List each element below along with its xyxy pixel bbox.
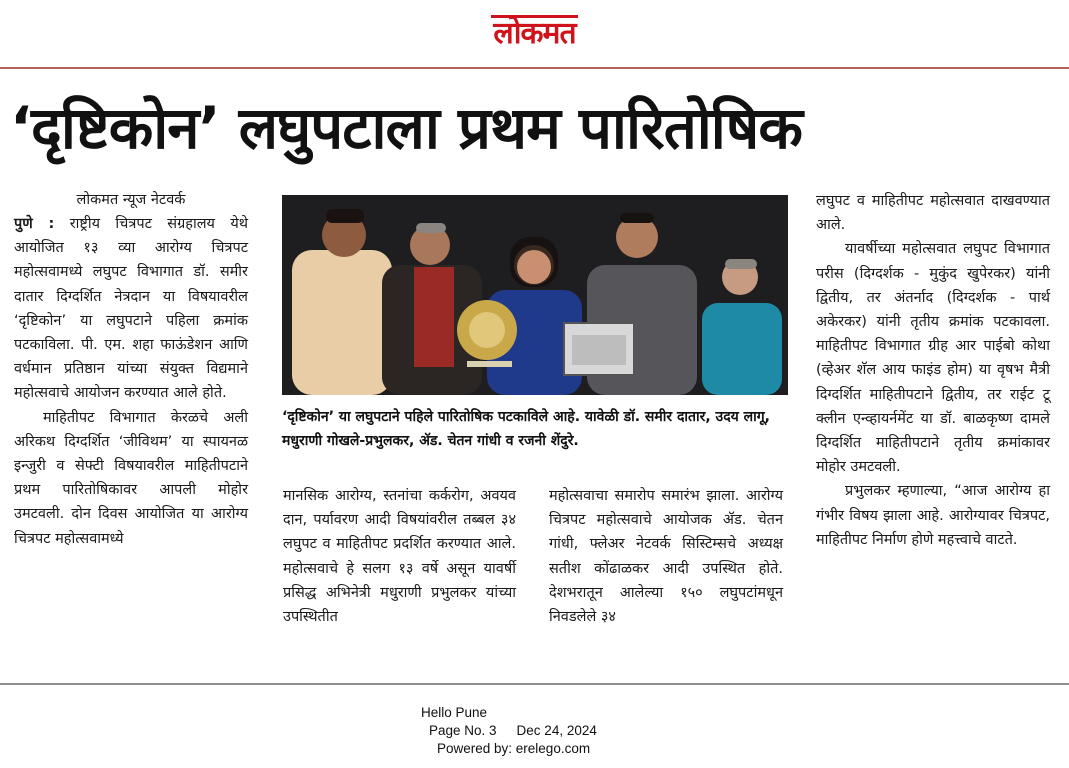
paragraph: यावर्षीच्या महोत्सवात लघुपट विभागात परीस (दिग्दर्शक - मुकुंद खुपेरकर) यांनी द्वितीय, तर अंतर्नाद (दिग्दर्शक - पार्थ अकेरकर) यांनी तृतीय क्रमांक पटकावला. माहितीपट विभागात ग्रीह आर पाईबो कोथा (व्हेअर शॅल आय फाइंड होम) या वृषभ मैत्री दिग्दर्शित माहितीपटाने द्वितीय, तर राईट टू क्लीन एन्व्हायर्नमेंट या डॉ. बाळकृष्ण दामले दिग्दर्शित माहितीपटाने तृतीय क्रमांकावर मोहोर उमटवली. — [816, 241, 1050, 476]
page-number: Page No. 3 — [429, 723, 497, 738]
newspaper-logo — [0, 14, 1069, 54]
award-ceremony-photo — [282, 195, 788, 395]
article-column-3 — [549, 484, 783, 629]
paragraph: महोत्सवाचा समारोप समारंभ झाला. आरोग्य चित्रपट महोत्सवाचे आयोजक ॲड. चेतन गांधी, फ्लेअर नेटवर्क सिस्टिम्सचे अध्यक्ष सतीश कोंढाळकर आदी उपस्थित होते. देशभरातून आलेल्या १५० लघुपटांमधून निवडलेले ३४ — [549, 488, 783, 626]
paragraph: लघुपट व माहितीपट महोत्सवात दाखवण्यात आले. — [816, 193, 1050, 234]
certificate — [564, 323, 634, 375]
article-headline: ‘दृष्टिकोन’ लघुपटाला प्रथम पारितोषिक — [10, 94, 802, 162]
photo-caption: ‘दृष्टिकोन’ या लघुपटाने पहिले पारितोषिक पटकाविले आहे. यावेळी डॉ. समीर दातार, उदय लागू, मधुराणी गोखले-प्रभुलकर, ॲड. चेतन गांधी व रजनी शेंदुरे. — [282, 409, 770, 449]
publication-date: Dec 24, 2024 — [516, 723, 597, 738]
paragraph — [14, 212, 248, 406]
masthead-divider — [0, 67, 1069, 69]
paragraph: मानसिक आरोग्य, स्तनांचा कर्करोग, अवयव दान, पर्यावरण आदी विषयांवरील तब्बल ३४ लघुपट व माहितीपट प्रदर्शित करण्यात आले. महोत्सवाचे हे सलग १३ वर्षे असून यावर्षी प्रसिद्ध अभिनेत्री मधुराणी प्रभुलकर यांच्या उपस्थितीत — [283, 488, 516, 626]
powered-by: Powered by: erelego.com — [437, 741, 591, 756]
paragraph: माहितीपट विभागात केरळचे अली अरिकथ दिग्दर्शित ‘जीविथम’ या स्पायनळ इन्जुरी व सेफ्टी विषयावरील माहितीपटाने प्रथम पारितोषिकावर आपली मोहोर उमटवली. दोन दिवस आयोजित या आरोग्य चित्रपट महोत्सवामध्ये — [14, 409, 248, 547]
footer-divider — [0, 683, 1069, 685]
logo-text: लोकमत — [493, 16, 576, 51]
article-column-1 — [14, 188, 248, 551]
article-column-4 — [816, 189, 1050, 552]
paragraph: प्रभुलकर म्हणाल्या, “आज आरोग्य हा गंभीर विषय झाला आहे. आरोग्यावर चित्रपट, माहितीपट निर्माण होणे महत्त्वाचे वाटते. — [816, 483, 1050, 548]
dateline: पुणे : — [14, 216, 55, 232]
article-photo — [282, 195, 788, 395]
edition-name: Hello Pune — [421, 705, 488, 720]
paragraph-text: राष्ट्रीय चित्रपट संग्रहालय येथे आयोजित १३ व्या आरोग्य चित्रपट महोत्सवामध्ये लघुपट विभागात डॉ. समीर दातार दिग्दर्शित नेत्रदान या विषयावरील ‘दृष्टिकोन’ या लघुपटाने पहिला क्रमांक पटकाविला. पी. एम. शहा फाऊंडेशन आणि वर्धमान प्रतिष्ठान यांच्या संयुक्त विद्यमाने महोत्सवाचे आयोजन करण्यात आले होते. — [14, 216, 248, 402]
article-column-2 — [283, 484, 516, 629]
byline: लोकमत न्यूज नेटवर्क — [76, 192, 186, 208]
page-info — [429, 722, 597, 740]
